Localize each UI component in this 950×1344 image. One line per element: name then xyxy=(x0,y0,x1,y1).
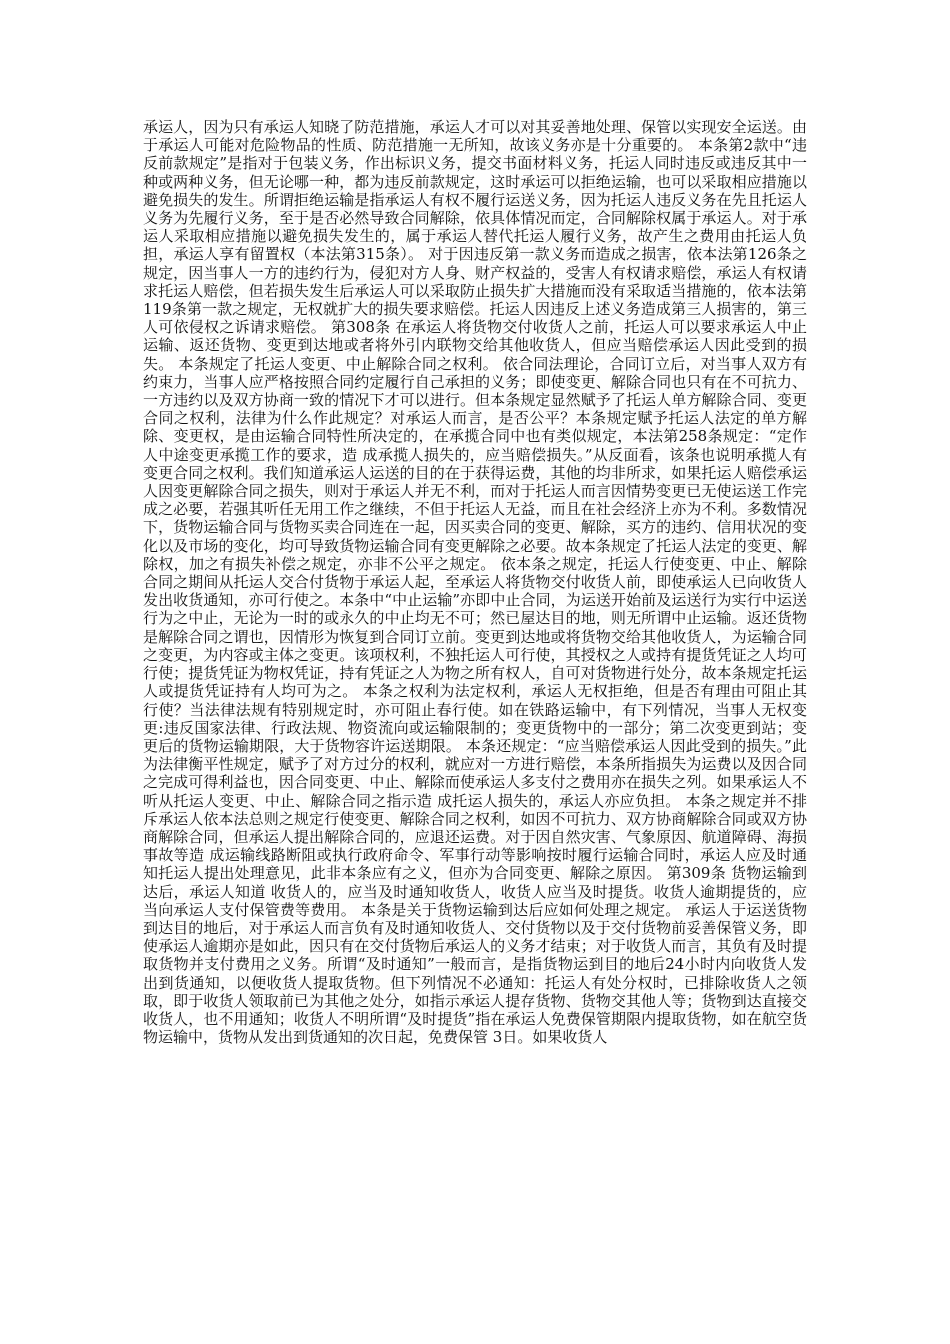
body-text: 承运人，因为只有承运人知晓了防范措施，承运人才可以对其妥善地处理、保管以实现安全运送。由于承运人可能对危险物品的性质、防范措施一无所知，故该义务亦是十分重要的。 本条第2款中“违反前款规定”是指对于包装义务，作出标识义务，提交书面材料义务，托运人同时违反或违反其中一种或两种义务，但无论哪一种，都为违反前款规定，这时承运可以拒绝运输，也可以采取相应措施以避免损失的发生。所谓拒绝运输是指承运人有权不履行运送义务，因为托运人违反义务在先且托运人义务为先履行义务，至于是否必然导致合同解除，依具体情况而定，合同解除权属于承运人。对于承运人采取相应措施以避免损失发生的，属于承运人替代托运人履行义务，故产生之费用由托运人负担，承运人享有留置权（本法第315条）。 对于因违反第一款义务而造成之损害，依本法第126条之规定，因当事人一方的违约行为，侵犯对方人身、财产权益的，受害人有权请求赔偿，承运人有权请求托运人赔偿，但若损失发生后承运人可以采取防止损失扩大措施而没有采取适当措施的，依本法第119条第一款之规定，无权就扩大的损失要求赔偿。托运人因违反上述义务造成第三人损害的，第三人可依侵权之诉请求赔偿。 第308条 在承运人将货物交付收货人之前，托运人可以要求承运人中止运输、返还货物、变更到达地或者将外引内联物交给其他收货人，但应当赔偿承运人因此受到的损失。 本条规定了托运人变更、中止解除合同之权利。 依合同法理论，合同订立后，对当事人双方有约束力，当事人应严格按照合同约定履行自己承担的义务；即使变更、解除合同也只有在不可抗力、一方违约以及双方协商一致的情况下才可以进行。但本条规定显然赋予了托运人单方解除合同、变更合同之权利，法律为什么作此规定？对承运人而言，是否公平？本条规定赋予托运人法定的单方解除、变更权，是由运输合同特性所决定的，在承揽合同中也有类似规定，本法第258条规定：“定作人中途变更承揽工作的要求，造 成承揽人损失的，应当赔偿损失。”从反面看，该条也说明承揽人有变更合同之权利。我们知道承运人运送的目的在于获得运费，其他的均非所求，如果托运人赔偿承运人因变更解除合同之损失，则对于承运人并无不利，而对于托运人而言因情势变更已无使运送工作完成之必要，若强其听任无用工作之继续，不但于托运人无益，而且在社会经济上亦为不利。多数情况下，货物运输合同与货物买卖合同连在一起，因买卖合同的变更、解除，买方的违约、信用状况的变化以及市场的变化，均可导致货物运输合同有变更解除之必要。故本条规定了托运人法定的变更、解除权，加之有损失补偿之规定，亦非不公平之规定。 依本条之规定，托运人行使变更、中止、解除合同之期间从托运人交合付货物于承运人起，至承运人将货物交付收货人前，即使承运人已向收货人发出收货通知，亦可行使之。本条中“中止运输”亦即中止合同，为运送开始前及运送行为实行中运送行为之中止，无论为一时的或永久的中止均无不可；然已屋达目的地，则无所谓中止运输。返还货物是解除合同之谓也，因情形为恢复到合同订立前。变更到达地或将货物交给其他收货人，为运输合同之变更，为内容或主体之变更。该项权利，不独托运人可行使，其授权之人或持有提货凭证之人均可行使；提货凭证为物权凭证，持有凭证之人为物之所有权人，自可对货物进行处分，故本条规定托运人或提货凭证持有人均可为之。 本条之权利为法定权利，承运人无权拒绝，但是否有理由可阻止其行使？当法律法规有特别规定时，亦可阻止春行使。如在铁路运输中，有下列情况，当事人无权变更:违反国家法律、行政法规、物资流向或运输限制的；变更货物中的一部分；第二次变更到站；变更后的货物运输期限，大于货物容许运送期限。 本条还规定：“应当赔偿承运人因此受到的损失。”此为法律衡平性规定，赋予了对方过分的权利，就应对一方进行赔偿，本条所指损失为运费以及因合同之完成可得利益也，因合同变更、中止、解除而使承运人多支付之费用亦在损失之列。如果承运人不听从托运人变更、中止、解除合同之指示造 成托运人损失的，承运人亦应负担。 本条之规定并不排斥承运人依本法总则之规定行使变更、解除合同之权利，如因不可抗力、双方协商解除合同或双方协商解除合同，但承运人提出解除合同的，应退还运费。对于因自然灾害、气象原因、航道障碍、海损事故等造 成运输线路断阻或执行政府命令、军事行动等影响按时履行运输合同时，承运人应及时通知托运人提出处理意见，此非本条应有之义，但亦为合同变更、解除之原因。 第309条 货物运输到达后，承运人知道 收货人的，应当及时通知收货人，收货人应当及时提货。收货人逾期提货的，应当向承运人支付保管费等费用。 本条是关于货物运输到达后应如何处理之规定。 承运人于运送货物到达目的地后，对于承运人而言负有及时通知收货人、交付货物以及于交付货物前妥善保管义务，即使承运人逾期亦是如此，因只有在交付货物后承运人的义务才结束；对于收货人而言，其负有及时提取货物并支付费用之义务。所谓“及时通知”一般而言，是指货物运到目的地后24小时内向收货人发出到货通知，以便收货人提取货物。但下列情况不必通知：托运人有处分权时，已排除收货人之领取，即于收货人领取前已为其他之处分，如指示承运人提存货物、货物交其他人等；货物到达直接交收货人，也不用通知；收货人不明所谓“及时提货”指在承运人免费保管期限内提取货物，如在航空货物运输中，货物从发出到货通知的次日起，免费保管 3日。如果收货人 xyxy=(143,118,807,1047)
